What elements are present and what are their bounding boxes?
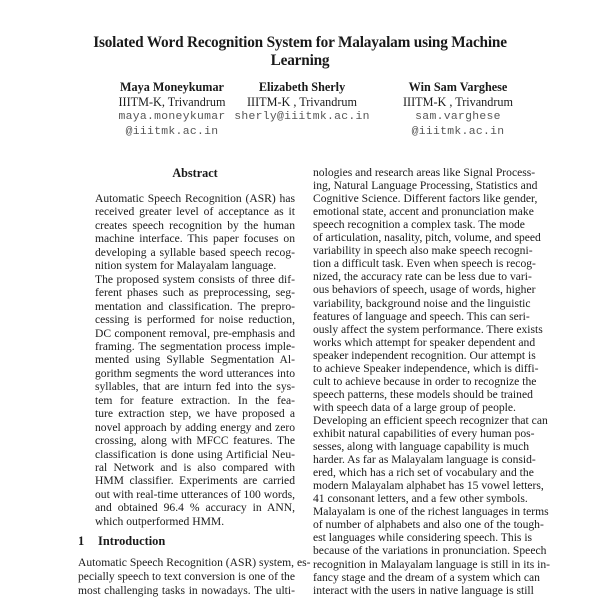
text-line: HMM classifier. Experiments are carried xyxy=(95,474,295,488)
text-line: ing, Natural Language Processing, Statistics and xyxy=(313,179,538,193)
text-line: The proposed system consists of three dif- xyxy=(95,272,295,286)
text-line: mented using Syllable Segmentation Al- xyxy=(95,353,295,367)
text-line: developing a syllable based speech recog- xyxy=(95,245,295,259)
text-line: DC component removal, pre-emphasis and xyxy=(95,326,295,340)
author-block xyxy=(378,80,538,140)
author-email: sherly@iiitmk.ac.in xyxy=(234,111,370,123)
section-heading xyxy=(78,534,165,549)
text-line: out with real-time utterances of 100 words, xyxy=(95,487,295,501)
text-line: tem for feature extraction. In the fea- xyxy=(95,393,295,407)
text-line: est languages while considering speech. This is xyxy=(313,531,533,545)
text-line: novel approach by adding energy and zero xyxy=(95,420,295,434)
author-email: @iiitmk.ac.in xyxy=(411,126,505,138)
text-line: fancy stage and the dream of a system which can xyxy=(313,570,540,584)
text-line: Automatic Speech Recognition (ASR) system, es- xyxy=(78,556,311,569)
text-line: nologies and research areas like Signal Process- xyxy=(313,166,536,179)
text-line: recognition in Malayalam language is still in its in- xyxy=(313,557,550,571)
text-line: syllables, that are inturn fed into the sys- xyxy=(95,380,295,394)
text-line: variability, background noise and the linguistic xyxy=(313,296,531,310)
text-line: classification is done using Artificial Neu- xyxy=(95,447,295,461)
text-line: received greater level of acceptance as it xyxy=(95,205,295,219)
text-line: creates speech recognition by the human xyxy=(95,218,295,232)
section-number: 1 xyxy=(78,534,85,548)
author-affiliation: IIITM-K , Trivandrum xyxy=(402,95,514,109)
text-line: of number of alphabets and also one of the tough- xyxy=(313,518,544,532)
text-line: sesses, along with language capability is much xyxy=(313,440,530,454)
text-line: ous behaviors of speech, usage of words, higher xyxy=(313,283,536,297)
text-line: machine interface. This paper focuses on xyxy=(95,232,295,246)
text-line: cessing is performed for noise reduction, xyxy=(95,313,295,327)
text-line: harder. As far as Malayalam language is consid- xyxy=(313,453,536,467)
text-line: ously affect the system performance. There exists xyxy=(313,322,543,336)
text-line: features of language and speech. This can seri- xyxy=(313,309,530,323)
author-name: Elizabeth Sherly xyxy=(258,80,346,94)
text-line: speech patterns, these models should be trained xyxy=(313,387,533,401)
text-line: 41 consonant letters, and a few other symbols. xyxy=(313,492,528,506)
text-line: ture extraction step, we have proposed a xyxy=(95,407,295,421)
text-line: cult to achieve because in order to recognize the xyxy=(313,374,537,388)
text-line: Automatic Speech Recognition (ASR) has xyxy=(95,192,295,205)
text-line: exhibit natural capabilities of every human pos- xyxy=(313,427,535,440)
text-line: most challenging tasks in nowadays. The ulti- xyxy=(78,584,295,597)
title-line: Isolated Word Recognition System for Malayalam using Machine xyxy=(93,34,507,51)
text-line: with speech data of a large group of people. xyxy=(313,400,516,414)
author-block xyxy=(222,80,382,125)
text-line: which outperformed HMM. xyxy=(95,514,225,528)
author-name: Win Sam Varghese xyxy=(408,80,508,94)
text-line: ferent phases such as preprocessing, seg- xyxy=(95,286,295,300)
text-line: ral Network and is also compared with xyxy=(95,461,295,474)
author-affiliation: IIITM-K , Trivandrum xyxy=(246,95,358,109)
author-email: sam.varghese xyxy=(415,111,501,123)
text-line: crossing, along with MFCC features. The xyxy=(95,434,295,448)
text-line: framing. The segmentation process imple- xyxy=(95,339,295,353)
text-line: because of the variations in pronunciation. Speech xyxy=(313,544,547,558)
title-line: Learning xyxy=(270,52,330,69)
text-line: works which attempt for speaker dependent and xyxy=(313,335,536,349)
text-line: of articulation, nasality, pitch, volume, and speed xyxy=(313,231,541,245)
text-line: and obtained 96.4 % accuracy in ANN, xyxy=(95,501,295,515)
text-line: Malayalam is one of the richest languages in terms xyxy=(313,505,549,519)
text-line: mentation and classification. The prepro- xyxy=(95,299,295,313)
text-line: interact with the users in native language is still xyxy=(313,583,534,597)
author-name: Maya Moneykumar xyxy=(120,80,224,94)
text-line: variability in speech also make speech recogni- xyxy=(313,244,533,258)
section-title: Introduction xyxy=(98,534,166,548)
author-email: @iiitmk.ac.in xyxy=(125,126,219,138)
paper-title xyxy=(0,34,600,70)
text-line: speaker independent recognition. Our attempt is xyxy=(313,348,536,362)
text-line: modern Malayalam alphabet has 15 vowel letters, xyxy=(313,479,544,493)
text-line: nition system for Malayalam language. xyxy=(95,259,277,273)
author-affiliation: IIITM-K, Trivandrum xyxy=(118,95,226,109)
text-line: tion a difficult task. Even when speech is recog- xyxy=(313,257,536,271)
text-line: Developing an efficient speech recognizer that can xyxy=(313,413,548,427)
text-line: speech recognition a complex task. The mode xyxy=(313,218,525,232)
author-email: maya.moneykumar xyxy=(118,111,226,123)
text-line: ered, which has a rich set of vocabulary and the xyxy=(313,466,534,480)
text-line: nized, the accuracy rate can be less due to vari- xyxy=(313,270,532,284)
text-line: to achieve Speaker independence, which is diffi- xyxy=(313,361,539,375)
text-line: Cognitive Science. Different factors like gender, xyxy=(313,192,538,206)
text-line: pecially speech to text conversion is one of the xyxy=(78,570,295,583)
text-line: gorithm segments the word utterances into xyxy=(95,366,295,380)
text-line: emotional state, accent and pronunciation make xyxy=(313,205,534,219)
abstract-heading: Abstract xyxy=(172,166,218,180)
